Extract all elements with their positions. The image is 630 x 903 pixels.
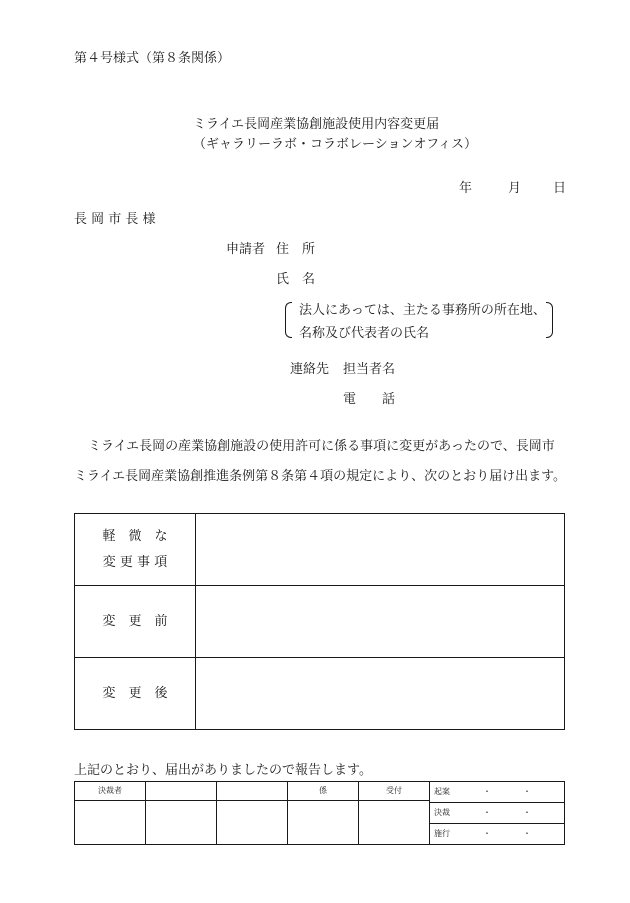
- form-number: 第４号様式（第８条関係）: [74, 51, 231, 66]
- row-label-line: 変 更 事 項: [102, 554, 168, 570]
- row-label-line: 軽 微 な: [102, 528, 168, 544]
- reception-stamp-cell[interactable]: [359, 800, 430, 844]
- table-row: [75, 658, 565, 730]
- address-label: 住 所: [276, 242, 316, 257]
- drafted-label: 起案: [434, 787, 450, 796]
- contact-label: 連絡先: [290, 362, 330, 377]
- drafted-row: [430, 782, 564, 803]
- before-change-field[interactable]: [196, 586, 565, 658]
- left-bracket: [285, 302, 292, 338]
- body-text-line1: ミライエ長岡の産業協創施設の使用許可に係る事項に変更があったので、長岡市: [88, 439, 555, 454]
- right-bracket: [546, 302, 553, 338]
- enforced-label: 施行: [434, 829, 450, 838]
- form-title: ミライエ長岡産業協創施設使用内容変更届: [193, 117, 440, 132]
- dot: ・: [483, 829, 491, 838]
- minor-change-field[interactable]: [196, 514, 565, 586]
- stamp-cell[interactable]: [217, 800, 288, 844]
- approval-header-blank: [217, 782, 288, 801]
- dot: ・: [483, 808, 491, 817]
- row-label-minor-change: [75, 514, 196, 586]
- section-stamp-cell[interactable]: [288, 800, 359, 844]
- decided-label: 決裁: [434, 808, 450, 817]
- name-label: 氏 名: [276, 272, 316, 287]
- dot: ・: [523, 787, 531, 796]
- corp-note-line1: 法人にあっては、主たる事務所の所在地、: [299, 303, 546, 318]
- dot: ・: [523, 808, 531, 817]
- person-label: 担当者名: [343, 362, 396, 377]
- date-stamps: [430, 782, 565, 845]
- approver-stamp-cell[interactable]: [75, 800, 146, 844]
- dot: ・: [523, 829, 531, 838]
- approver-header: 決裁者: [75, 782, 146, 801]
- table-row: [75, 586, 565, 658]
- date-day-label: 日: [553, 181, 567, 196]
- change-table: [74, 513, 565, 730]
- form-subtitle: （ギャラリーラボ・コラボレーションオフィス）: [193, 137, 478, 152]
- date-year-label: 年: [459, 181, 473, 196]
- phone-label: 電 話: [343, 392, 396, 407]
- corp-note-line2: 名称及び代表者の氏名: [299, 326, 430, 341]
- enforced-row: [430, 824, 564, 844]
- decided-row: [430, 803, 564, 824]
- applicant-label: 申請者: [226, 242, 266, 257]
- approval-header-blank: [146, 782, 217, 801]
- section-header: 係: [288, 782, 359, 801]
- row-label-before: 変 更 前: [75, 586, 196, 658]
- report-text: 上記のとおり、届出がありましたので報告します。: [74, 763, 372, 778]
- date-month-label: 月: [508, 181, 522, 196]
- dot: ・: [483, 787, 491, 796]
- row-label-after: 変 更 後: [75, 658, 196, 730]
- reception-header: 受付: [359, 782, 430, 801]
- addressee: 長 岡 市 長 様: [74, 212, 156, 227]
- approval-table: [74, 781, 565, 845]
- after-change-field[interactable]: [196, 658, 565, 730]
- table-row: [75, 514, 565, 586]
- stamp-cell[interactable]: [146, 800, 217, 844]
- body-text-line2: ミライエ長岡産業協創推進条例第８条第４項の規定により、次のとおり届け出ます。: [74, 469, 567, 484]
